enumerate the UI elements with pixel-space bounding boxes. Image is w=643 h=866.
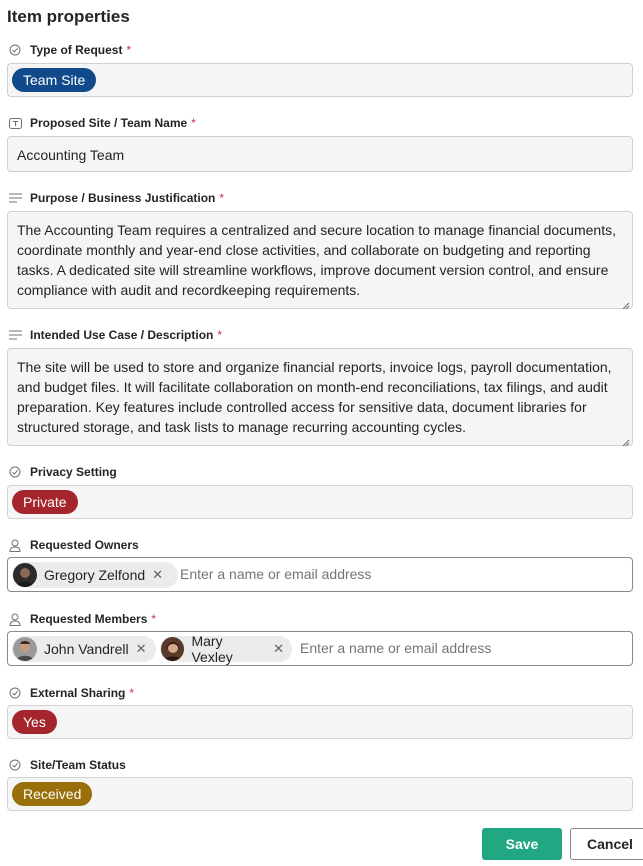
external-sharing-pill: Yes <box>12 710 57 734</box>
external-sharing-field[interactable] <box>7 705 633 739</box>
required-marker: * <box>151 612 157 626</box>
choice-check-icon <box>8 686 22 700</box>
owners-label-text: Requested Owners <box>30 538 139 552</box>
site-name-value: Accounting Team <box>17 147 125 163</box>
type-of-request-field[interactable] <box>7 63 633 97</box>
owners-search-input[interactable] <box>180 566 480 582</box>
purpose-label-text: Purpose / Business Justification <box>30 191 216 205</box>
person-chip-john-vandrell <box>12 636 156 662</box>
person-name: John Vandrell <box>44 641 129 657</box>
resize-handle-icon[interactable] <box>621 434 630 443</box>
use-case-label-text: Intended Use Case / Description <box>30 328 214 342</box>
privacy-label-text: Privacy Setting <box>30 465 117 479</box>
required-marker: * <box>191 116 196 130</box>
privacy-label <box>8 464 117 480</box>
single-line-text-icon <box>8 116 22 130</box>
cancel-button[interactable]: Cancel <box>570 828 643 860</box>
status-pill: Received <box>12 782 92 806</box>
external-sharing-label <box>8 685 134 701</box>
save-button[interactable]: Save <box>482 828 562 860</box>
remove-person-icon[interactable]: ✕ <box>135 641 147 656</box>
owners-label <box>8 537 139 553</box>
person-chip-gregory-zelfond <box>12 562 178 588</box>
person-icon <box>8 612 22 626</box>
members-label <box>8 611 156 627</box>
person-name: Gregory Zelfond <box>44 567 146 583</box>
owners-people-picker[interactable] <box>7 557 633 592</box>
site-name-label-text: Proposed Site / Team Name <box>30 116 188 130</box>
avatar <box>161 637 184 661</box>
avatar <box>13 637 37 661</box>
multiline-text-icon <box>8 191 22 205</box>
required-marker: * <box>219 191 225 205</box>
type-of-request-label <box>8 42 131 58</box>
status-label-text: Site/Team Status <box>30 758 126 772</box>
purpose-label <box>8 190 224 206</box>
avatar <box>13 563 37 587</box>
resize-handle-icon[interactable] <box>621 297 630 306</box>
item-properties-title: Item properties <box>7 7 130 26</box>
remove-person-icon[interactable]: ✕ <box>152 567 164 582</box>
required-marker: * <box>129 686 135 700</box>
required-marker: * <box>217 328 223 342</box>
use-case-textarea[interactable] <box>7 348 633 446</box>
members-people-picker[interactable] <box>7 631 633 666</box>
status-label <box>8 757 126 773</box>
site-name-label <box>8 115 196 131</box>
status-field[interactable] <box>7 777 633 811</box>
choice-check-icon <box>8 43 22 57</box>
remove-person-icon[interactable]: ✕ <box>273 641 284 656</box>
choice-check-icon <box>8 758 22 772</box>
use-case-value: The site will be used to store and organize financial reports, invoice logs, payroll documentation, and budget files. It will facilitate collaboration on month-end reconciliations, tax filings, and audit preparation. Key features include controlled access for sensitive data, document libraries for structured storage, and task lists to manage recurring accounting cycles. <box>17 359 612 435</box>
multiline-text-icon <box>8 328 22 342</box>
members-label-text: Requested Members <box>30 612 148 626</box>
type-of-request-label-text: Type of Request <box>30 43 123 57</box>
type-of-request-pill: Team Site <box>12 68 96 92</box>
person-icon <box>8 538 22 552</box>
external-sharing-label-text: External Sharing <box>30 686 126 700</box>
privacy-pill: Private <box>12 490 78 514</box>
required-marker: * <box>126 43 132 57</box>
use-case-label <box>8 327 222 343</box>
privacy-field[interactable] <box>7 485 633 519</box>
members-search-input[interactable] <box>300 640 600 656</box>
person-chip-mary-vexley <box>160 633 292 665</box>
purpose-value: The Accounting Team requires a centralized and secure location to manage financial documents, coordinate monthly and year-end close activities, and collaborate on budgeting and reporting tasks. A dedicated site will streamline workflows, improve document version control, and ensure compliance with audit and recordkeeping requirements. <box>17 222 616 298</box>
choice-check-icon <box>8 465 22 479</box>
purpose-textarea[interactable] <box>7 211 633 309</box>
site-name-field[interactable] <box>7 136 633 172</box>
person-name: Mary Vexley <box>191 633 233 665</box>
